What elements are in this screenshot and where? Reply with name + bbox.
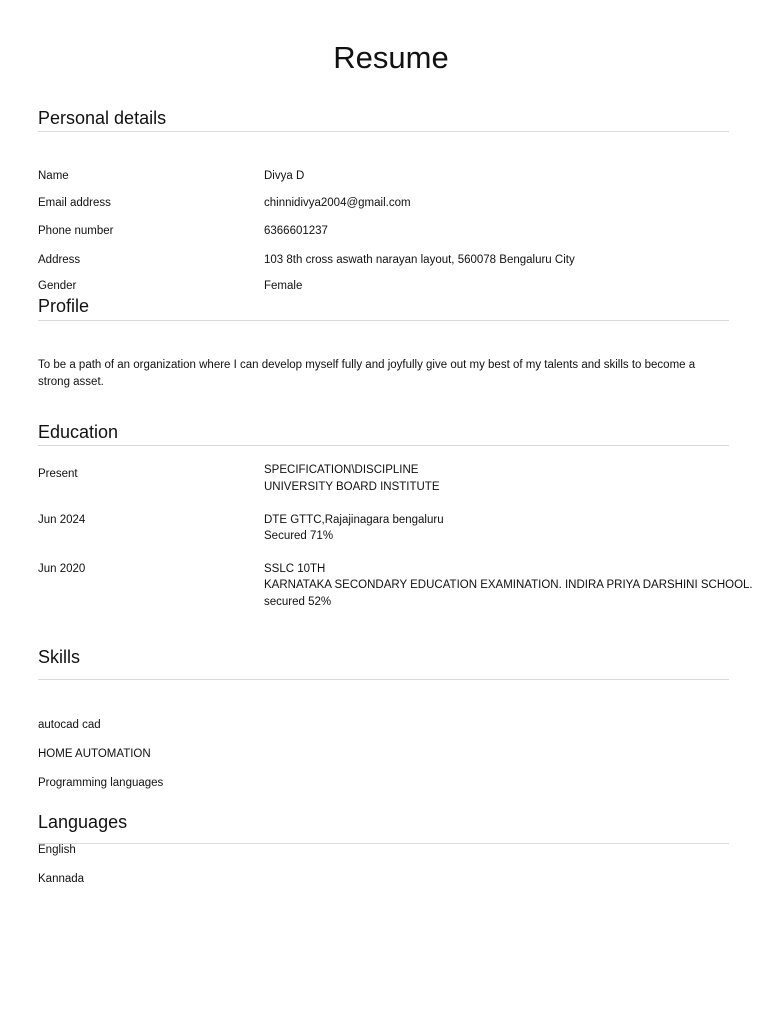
education-line: SPECIFICATION\DISCIPLINE (264, 464, 419, 476)
education-line: Secured 71% (264, 530, 334, 542)
email-value: chinnidivya2004@gmail.com (264, 197, 411, 209)
language-item: Kannada (38, 873, 85, 885)
education-divider (38, 445, 729, 446)
profile-divider (38, 320, 729, 321)
education-date: Present (38, 468, 78, 480)
skill-item: autocad cad (38, 719, 101, 731)
languages-divider (38, 843, 729, 844)
education-line: KARNATAKA SECONDARY EDUCATION EXAMINATION. INDIRA PRIYA DARSHINI SCHOOL. (264, 579, 753, 591)
skill-item: HOME AUTOMATION (38, 748, 151, 760)
email-label: Email address (38, 197, 111, 209)
personal-details-heading: Personal details (38, 108, 167, 128)
address-value: 103 8th cross aswath narayan layout, 560078 Bengaluru City (264, 254, 575, 266)
gender-value: Female (264, 280, 303, 292)
skills-heading: Skills (38, 647, 81, 667)
page-title: Resume (333, 40, 449, 75)
gender-label: Gender (38, 280, 77, 292)
name-value: Divya D (264, 170, 305, 182)
education-line: secured 52% (264, 596, 332, 608)
languages-heading: Languages (38, 812, 128, 832)
name-label: Name (38, 170, 69, 182)
skills-divider (38, 679, 729, 680)
education-heading: Education (38, 422, 119, 442)
phone-value: 6366601237 (264, 225, 328, 237)
education-line: UNIVERSITY BOARD INSTITUTE (264, 481, 440, 493)
phone-label: Phone number (38, 225, 114, 237)
language-item: English (38, 844, 76, 856)
education-date: Jun 2020 (38, 563, 86, 575)
skill-item: Programming languages (38, 777, 164, 789)
education-line: SSLC 10TH (264, 563, 326, 575)
address-label: Address (38, 254, 81, 266)
profile-text: To be a path of an organization where I can develop myself fully and joyfully give out my best of my talents and skills to become a strong asset. (38, 359, 696, 388)
profile-heading: Profile (38, 296, 90, 316)
personal-details-divider (38, 131, 729, 132)
education-date: Jun 2024 (38, 514, 86, 526)
education-line: DTE GTTC,Rajajinagara bengaluru (264, 514, 444, 526)
